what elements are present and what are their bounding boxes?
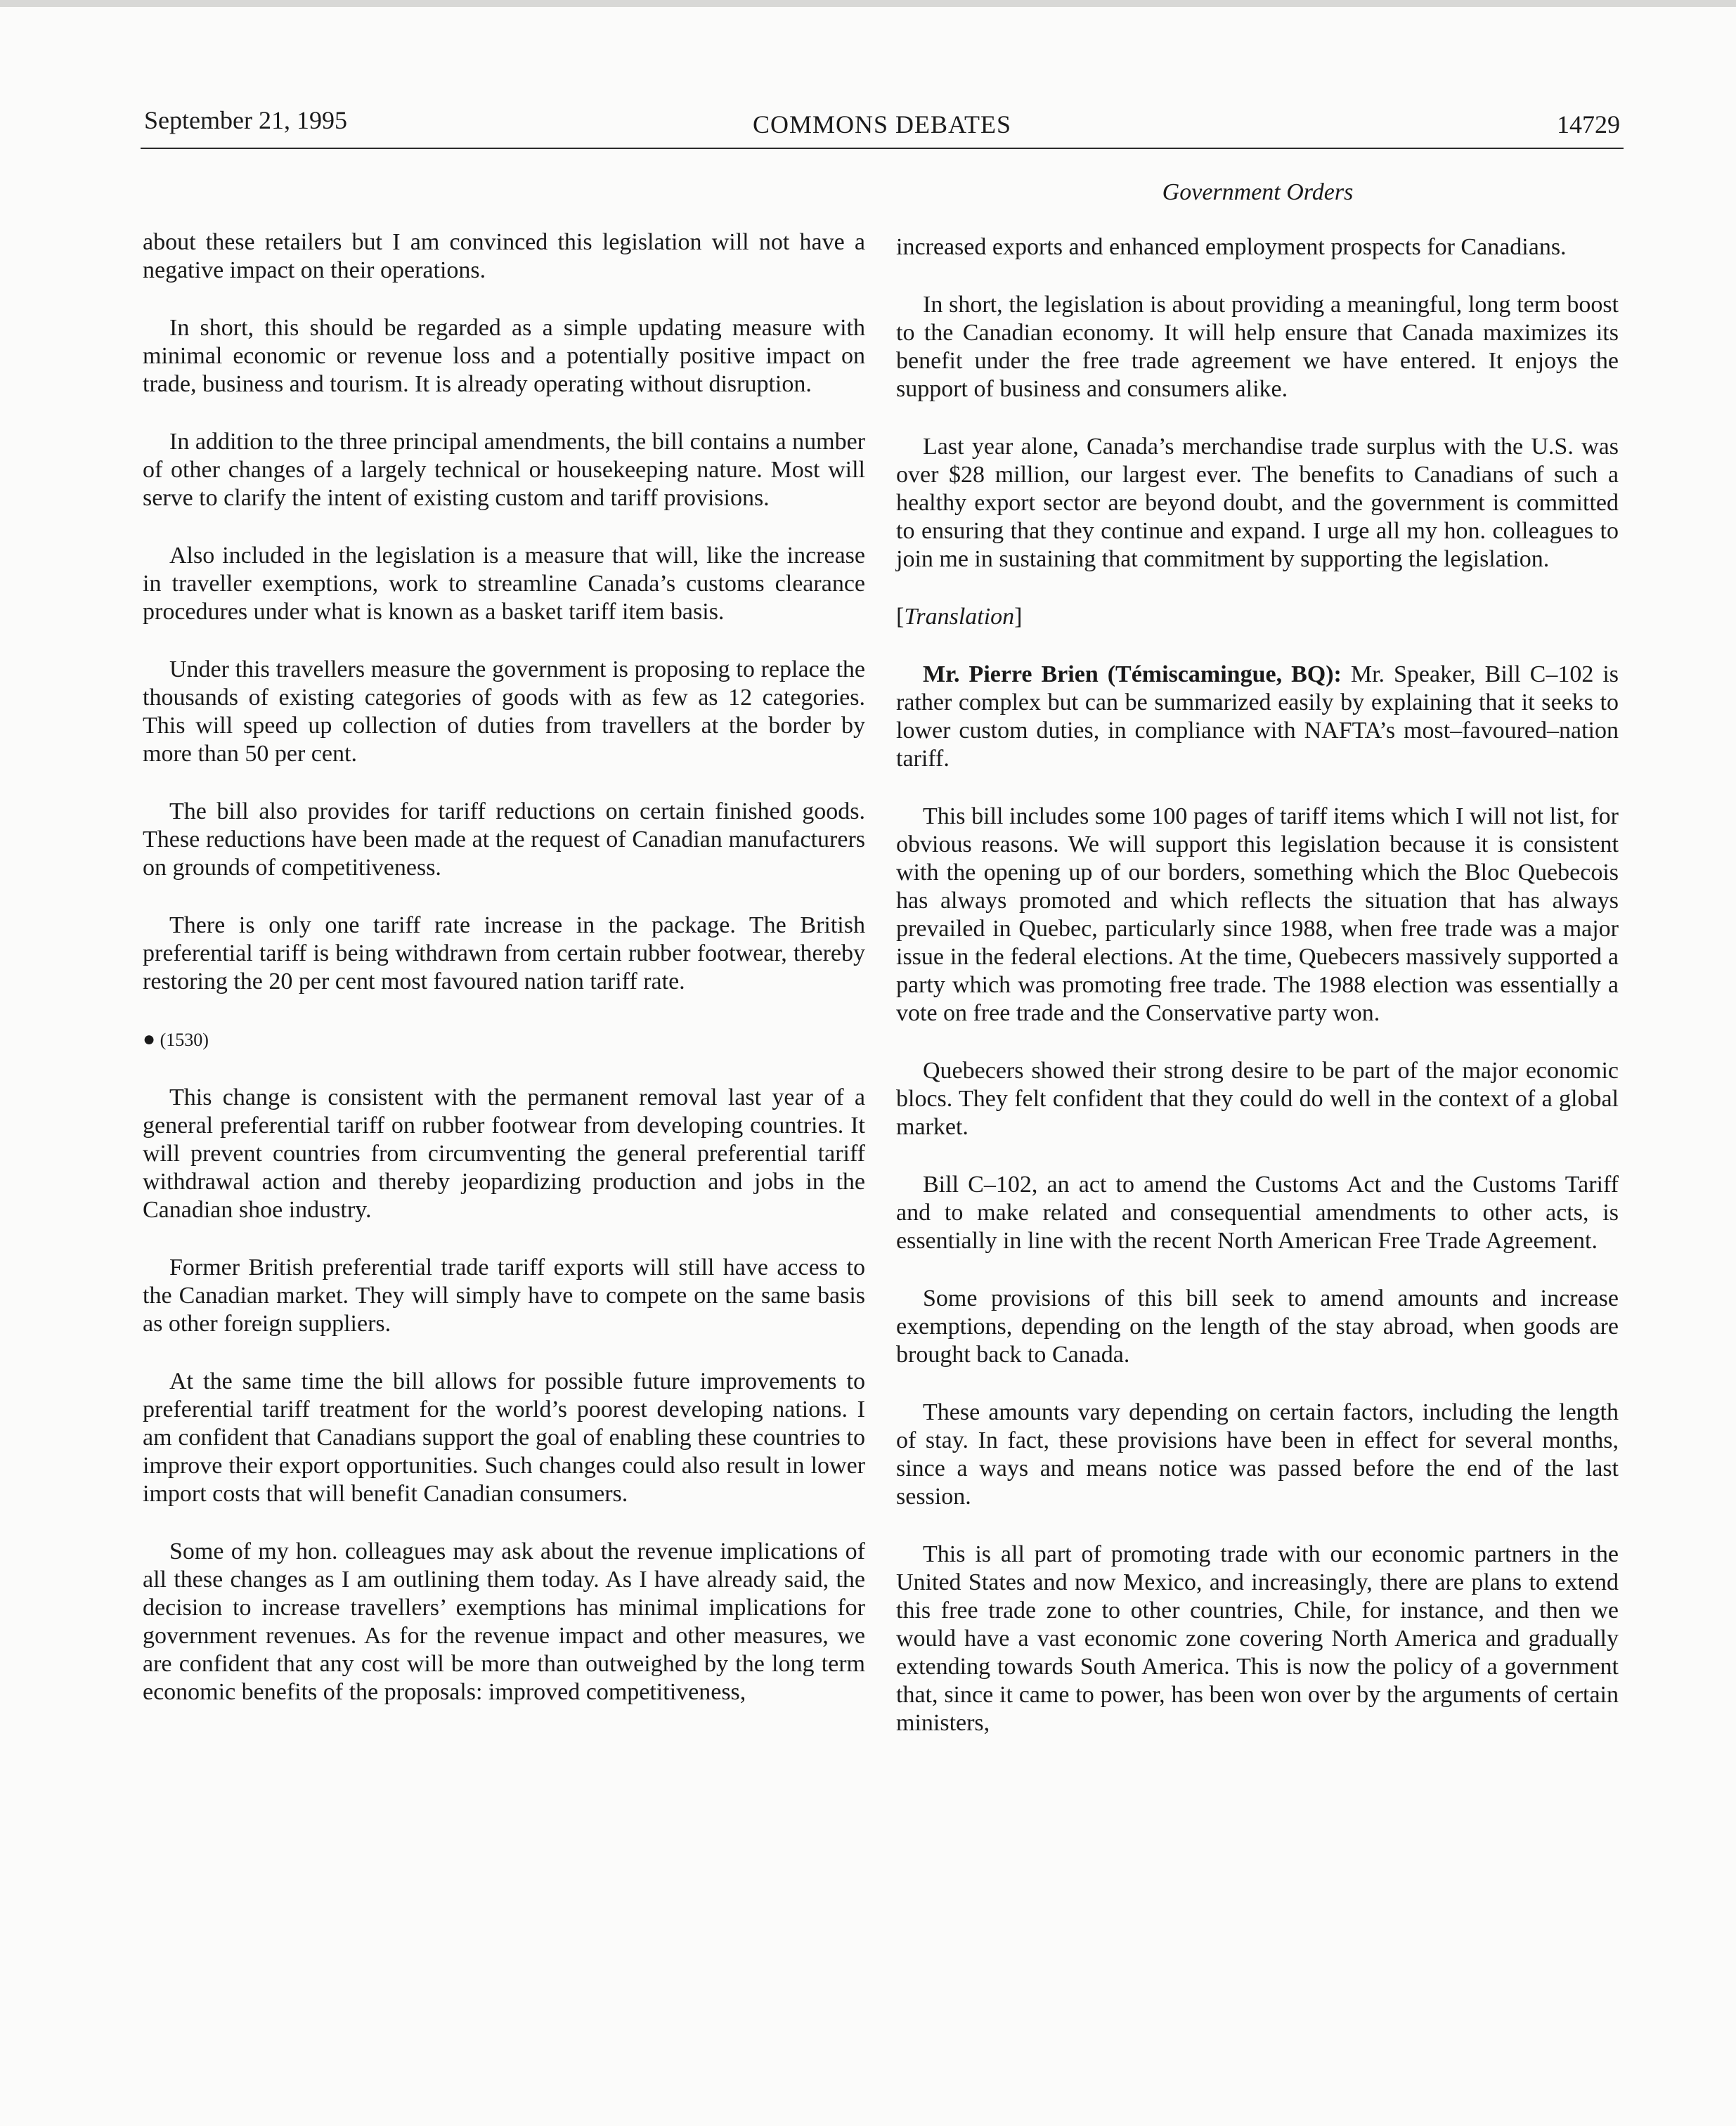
right-column: [896, 233, 1619, 1767]
header-date: September 21, 1995: [144, 106, 347, 134]
header-page-number: 14729: [1557, 110, 1620, 138]
paragraph: Last year alone, Canada’s merchandise trade surplus with the U.S. was over $28 million, our largest ever. The benefits to Canadians of such a healthy export sector are beyond doubt, and the government is committed to ensuring that they continue and expand. I urge all my hon. colleagues to join me in sustaining that commitment by supporting the legislation.: [896, 434, 1619, 572]
paragraph: increased exports and enhanced employment prospects for Canadians.: [896, 234, 1567, 260]
paragraph: In short, the legislation is about providing a meaningful, long term boost to the Canadian economy. It will help ensure that Canada maximizes its benefit under the free trade agreement we have entered. It enjoys the support of business and consumers alike.: [896, 292, 1619, 402]
speech-text: Mr. Speaker, Bill C–102 is rather complex but can be summarized easily by explaining that it seeks to lower custom duties, in compliance with NAFTA’s most–favoured–nation tariff.: [896, 661, 1619, 772]
paragraph: Quebecers showed their strong desire to be part of the major economic blocs. They felt confident that they could do well in the context of a global market.: [896, 1058, 1619, 1140]
paragraph: This change is consistent with the permanent removal last year of a general preferential tariff on rubber footwear from developing countries. It will prevent countries from circumventing the general preferential tariff withdrawal action and thereby jeopardizing production and jobs in the Canadian shoe industry.: [143, 1084, 865, 1223]
paragraph: This is all part of promoting trade with our economic partners in the United States and now Mexico, and increasingly, there are plans to extend this free trade zone to other countries, Chile, for instance, and then we would have a vast economic zone covering North America and gradually extending towards South America. This is now the policy of a government that, since it came to power, has been won over by the arguments of certain ministers,: [896, 1541, 1619, 1736]
header-title: COMMONS DEBATES: [752, 110, 1012, 138]
translation-label: Translation: [904, 604, 1015, 630]
left-column: [143, 228, 865, 1736]
paragraph: Some provisions of this bill seek to amend amounts and increase exemptions, depending on the length of the stay abroad, when goods are brought back to Canada.: [896, 1285, 1619, 1368]
paragraph: In addition to the three principal amendments, the bill contains a number of other changes of a largely technical or housekeeping nature. Most will serve to clarify the intent of existing custom and tariff provisions.: [143, 429, 865, 511]
paragraph: This bill includes some 100 pages of tariff items which I will not list, for obvious reasons. We will support this legislation because it is consistent with the opening up of our borders, something which the Bloc Quebecois has always promoted and which reflects the situation that has always prevailed in Quebec, particularly since 1988, when free trade was a major issue in the federal elections. At the time, Quebecers massively supported a party which was promoting free trade. The 1988 election was essentially a vote on free trade and the Conservative party won.: [896, 803, 1619, 1026]
paragraph: In short, this should be regarded as a simple updating measure with minimal economic or revenue loss and a potentially positive impact on trade, business and tourism. It is already operating without disruption.: [143, 315, 865, 397]
speaker-paragraph: [896, 661, 1619, 773]
scan-top-edge: [0, 0, 1736, 7]
paragraph: about these retailers but I am convinced this legislation will not have a negative impact on their operations.: [143, 229, 865, 283]
paragraph: Under this travellers measure the government is proposing to replace the thousands of existing categories of goods with as few as 12 categories. This will speed up collection of duties from travellers at the border by more than 50 per cent.: [143, 656, 865, 767]
timestamp-text: (1530): [160, 1030, 209, 1050]
bracket-close: ]: [1014, 604, 1023, 630]
paragraph: These amounts vary depending on certain factors, including the length of stay. In fact, these provisions have been in effect for several months, since a ways and means notice was passed before the end of the last session.: [896, 1399, 1619, 1510]
paragraph: Former British preferential trade tariff exports will still have access to the Canadian market. They will simply have to compete on the same basis as other foreign suppliers.: [143, 1255, 865, 1337]
header-rule: [141, 148, 1624, 149]
paragraph: The bill also provides for tariff reductions on certain finished goods. These reductions have been made at the request of Canadian manufacturers on grounds of competitiveness.: [143, 798, 865, 881]
paragraph: Also included in the legislation is a measure that will, like the increase in traveller exemptions, work to streamline Canada’s customs clearance procedures under what is known as a basket tariff item basis.: [143, 543, 865, 625]
paragraph: Bill C–102, an act to amend the Customs Act and the Customs Tariff and to make related and consequential amendments to other acts, is essentially in line with the recent North American Free Trade Agreement.: [896, 1172, 1619, 1254]
paragraph: Some of my hon. colleagues may ask about the revenue implications of all these changes as I am outlining them today. As I have already said, the decision to increase travellers’ exemptions has minimal implications for government revenues. As for the revenue impact and other measures, we are confident that any cost will be more than outweighed by the long term economic benefits of the proposals: improved competitiveness,: [143, 1538, 865, 1705]
speaker-name: Mr. Pierre Brien (Témiscamingue, BQ):: [923, 661, 1342, 687]
timestamp-bullet: ●: [143, 1028, 156, 1051]
translation-marker: [896, 603, 1619, 631]
bracket-open: [: [896, 604, 905, 630]
paragraph: There is only one tariff rate increase in the package. The British preferential tariff is being withdrawn from certain rubber footwear, thereby restoring the 20 per cent most favoured nation tariff rate.: [143, 912, 865, 994]
page-header: [144, 105, 1620, 148]
section-tag: Government Orders: [1162, 179, 1354, 205]
timestamp: [143, 1025, 865, 1054]
paragraph: At the same time the bill allows for possible future improvements to preferential tariff treatment for the world’s poorest developing nations. I am confident that Canadians support the goal of enabling these countries to improve their export opportunities. Such changes could also result in lower import costs that will benefit Canadian consumers.: [143, 1368, 865, 1507]
